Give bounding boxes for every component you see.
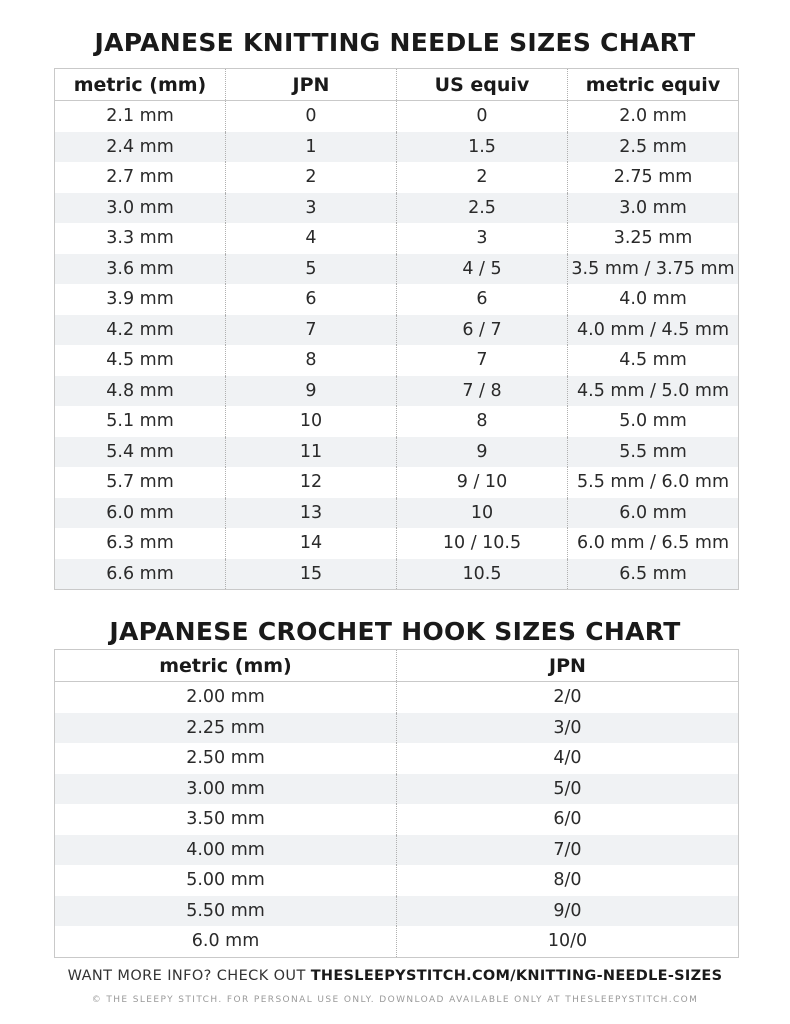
table-cell: 2/0 [397, 682, 739, 713]
table-cell: 6 [226, 284, 397, 315]
table-cell: 9 [397, 437, 568, 468]
table-row [55, 315, 739, 346]
column-header: US equiv [397, 69, 568, 101]
table-cell: 2.4 mm [55, 132, 226, 163]
table-cell: 5.5 mm / 6.0 mm [568, 467, 739, 498]
table-cell: 2 [226, 162, 397, 193]
table-cell: 8/0 [397, 865, 739, 896]
table-cell: 2.25 mm [55, 713, 397, 744]
table-row [55, 774, 739, 805]
knitting-table-body [55, 101, 739, 590]
column-header: metric (mm) [55, 69, 226, 101]
table-cell: 6.5 mm [568, 559, 739, 590]
table-row [55, 896, 739, 927]
table-cell: 5.7 mm [55, 467, 226, 498]
table-cell: 2.00 mm [55, 682, 397, 713]
table-cell: 5 [226, 254, 397, 285]
table-cell: 3.5 mm / 3.75 mm [568, 254, 739, 285]
table-cell: 3.25 mm [568, 223, 739, 254]
table-cell: 1.5 [397, 132, 568, 163]
table-cell: 4.8 mm [55, 376, 226, 407]
table-cell: 6.0 mm [55, 498, 226, 529]
footer-link[interactable]: THESLEEPYSTITCH.COM/KNITTING-NEEDLE-SIZES [310, 968, 723, 984]
table-row [55, 804, 739, 835]
table-cell: 7 [226, 315, 397, 346]
table-cell: 4.5 mm [568, 345, 739, 376]
table-cell: 8 [226, 345, 397, 376]
table-cell: 9 [226, 376, 397, 407]
table-header-row [55, 650, 739, 682]
table-cell: 2.0 mm [568, 101, 739, 132]
column-header: JPN [226, 69, 397, 101]
table-row [55, 559, 739, 590]
table-cell: 2.75 mm [568, 162, 739, 193]
table-cell: 1 [226, 132, 397, 163]
table-cell: 6.6 mm [55, 559, 226, 590]
table-cell: 15 [226, 559, 397, 590]
footer-copyright: © THE SLEEPY STITCH. FOR PERSONAL USE ONLY. DOWNLOAD AVAILABLE ONLY AT THESLEEPYSTITCH.COM [91, 995, 699, 1005]
table-cell: 2.7 mm [55, 162, 226, 193]
table-cell: 2.1 mm [55, 101, 226, 132]
table-cell: 2.5 mm [568, 132, 739, 163]
table-cell: 3.0 mm [568, 193, 739, 224]
table-row [55, 467, 739, 498]
footer-info [0, 968, 790, 984]
table-cell: 11 [226, 437, 397, 468]
table-cell: 6.0 mm [568, 498, 739, 529]
table-cell: 2.5 [397, 193, 568, 224]
table-header-row [55, 69, 739, 101]
table-cell: 3 [397, 223, 568, 254]
table-cell: 10 [226, 406, 397, 437]
table-cell: 6.3 mm [55, 528, 226, 559]
table-cell: 3.3 mm [55, 223, 226, 254]
table-cell: 3.00 mm [55, 774, 397, 805]
table-row [55, 743, 739, 774]
table-row [55, 284, 739, 315]
table-cell: 14 [226, 528, 397, 559]
table-row [55, 101, 739, 132]
table-row [55, 926, 739, 957]
table-cell: 3.9 mm [55, 284, 226, 315]
table-row [55, 865, 739, 896]
table-cell: 7/0 [397, 835, 739, 866]
table-row [55, 835, 739, 866]
table-cell: 4.5 mm [55, 345, 226, 376]
table-cell: 5.1 mm [55, 406, 226, 437]
table-row [55, 223, 739, 254]
table-cell: 7 / 8 [397, 376, 568, 407]
knitting-needle-table [54, 68, 739, 590]
table-cell: 4 / 5 [397, 254, 568, 285]
table-cell: 5.0 mm [568, 406, 739, 437]
table-cell: 3 [226, 193, 397, 224]
column-header: metric (mm) [55, 650, 397, 682]
table-row [55, 682, 739, 713]
table-cell: 6.0 mm / 6.5 mm [568, 528, 739, 559]
crochet-table-body [55, 682, 739, 958]
table-row [55, 713, 739, 744]
knitting-chart-title: JAPANESE KNITTING NEEDLE SIZES CHART [94, 28, 696, 57]
table-cell: 7 [397, 345, 568, 376]
table-cell: 4/0 [397, 743, 739, 774]
table-row [55, 437, 739, 468]
table-cell: 3.50 mm [55, 804, 397, 835]
table-cell: 8 [397, 406, 568, 437]
table-cell: 4.0 mm / 4.5 mm [568, 315, 739, 346]
table-cell: 2.50 mm [55, 743, 397, 774]
crochet-chart-title: JAPANESE CROCHET HOOK SIZES CHART [109, 617, 681, 646]
table-row [55, 498, 739, 529]
table-cell: 6 [397, 284, 568, 315]
table-cell: 12 [226, 467, 397, 498]
table-cell: 5.4 mm [55, 437, 226, 468]
table-cell: 10 / 10.5 [397, 528, 568, 559]
table-cell: 6 / 7 [397, 315, 568, 346]
table-cell: 6.0 mm [55, 926, 397, 957]
table-cell: 2 [397, 162, 568, 193]
table-cell: 0 [226, 101, 397, 132]
column-header: metric equiv [568, 69, 739, 101]
table-cell: 10.5 [397, 559, 568, 590]
table-cell: 4.0 mm [568, 284, 739, 315]
table-row [55, 193, 739, 224]
crochet-hook-table [54, 649, 739, 958]
footer-prefix: WANT MORE INFO? CHECK OUT [67, 968, 306, 984]
table-cell: 5.5 mm [568, 437, 739, 468]
table-cell: 0 [397, 101, 568, 132]
table-cell: 3.0 mm [55, 193, 226, 224]
table-cell: 9/0 [397, 896, 739, 927]
table-cell: 6/0 [397, 804, 739, 835]
table-row [55, 132, 739, 163]
table-cell: 5/0 [397, 774, 739, 805]
table-cell: 4.00 mm [55, 835, 397, 866]
table-cell: 4.2 mm [55, 315, 226, 346]
table-cell: 13 [226, 498, 397, 529]
table-cell: 10/0 [397, 926, 739, 957]
table-cell: 9 / 10 [397, 467, 568, 498]
table-cell: 4 [226, 223, 397, 254]
table-cell: 10 [397, 498, 568, 529]
table-row [55, 528, 739, 559]
table-row [55, 376, 739, 407]
table-cell: 3.6 mm [55, 254, 226, 285]
table-row [55, 162, 739, 193]
table-cell: 5.00 mm [55, 865, 397, 896]
table-cell: 4.5 mm / 5.0 mm [568, 376, 739, 407]
table-row [55, 345, 739, 376]
column-header: JPN [397, 650, 739, 682]
table-row [55, 406, 739, 437]
table-cell: 3/0 [397, 713, 739, 744]
table-cell: 5.50 mm [55, 896, 397, 927]
table-row [55, 254, 739, 285]
